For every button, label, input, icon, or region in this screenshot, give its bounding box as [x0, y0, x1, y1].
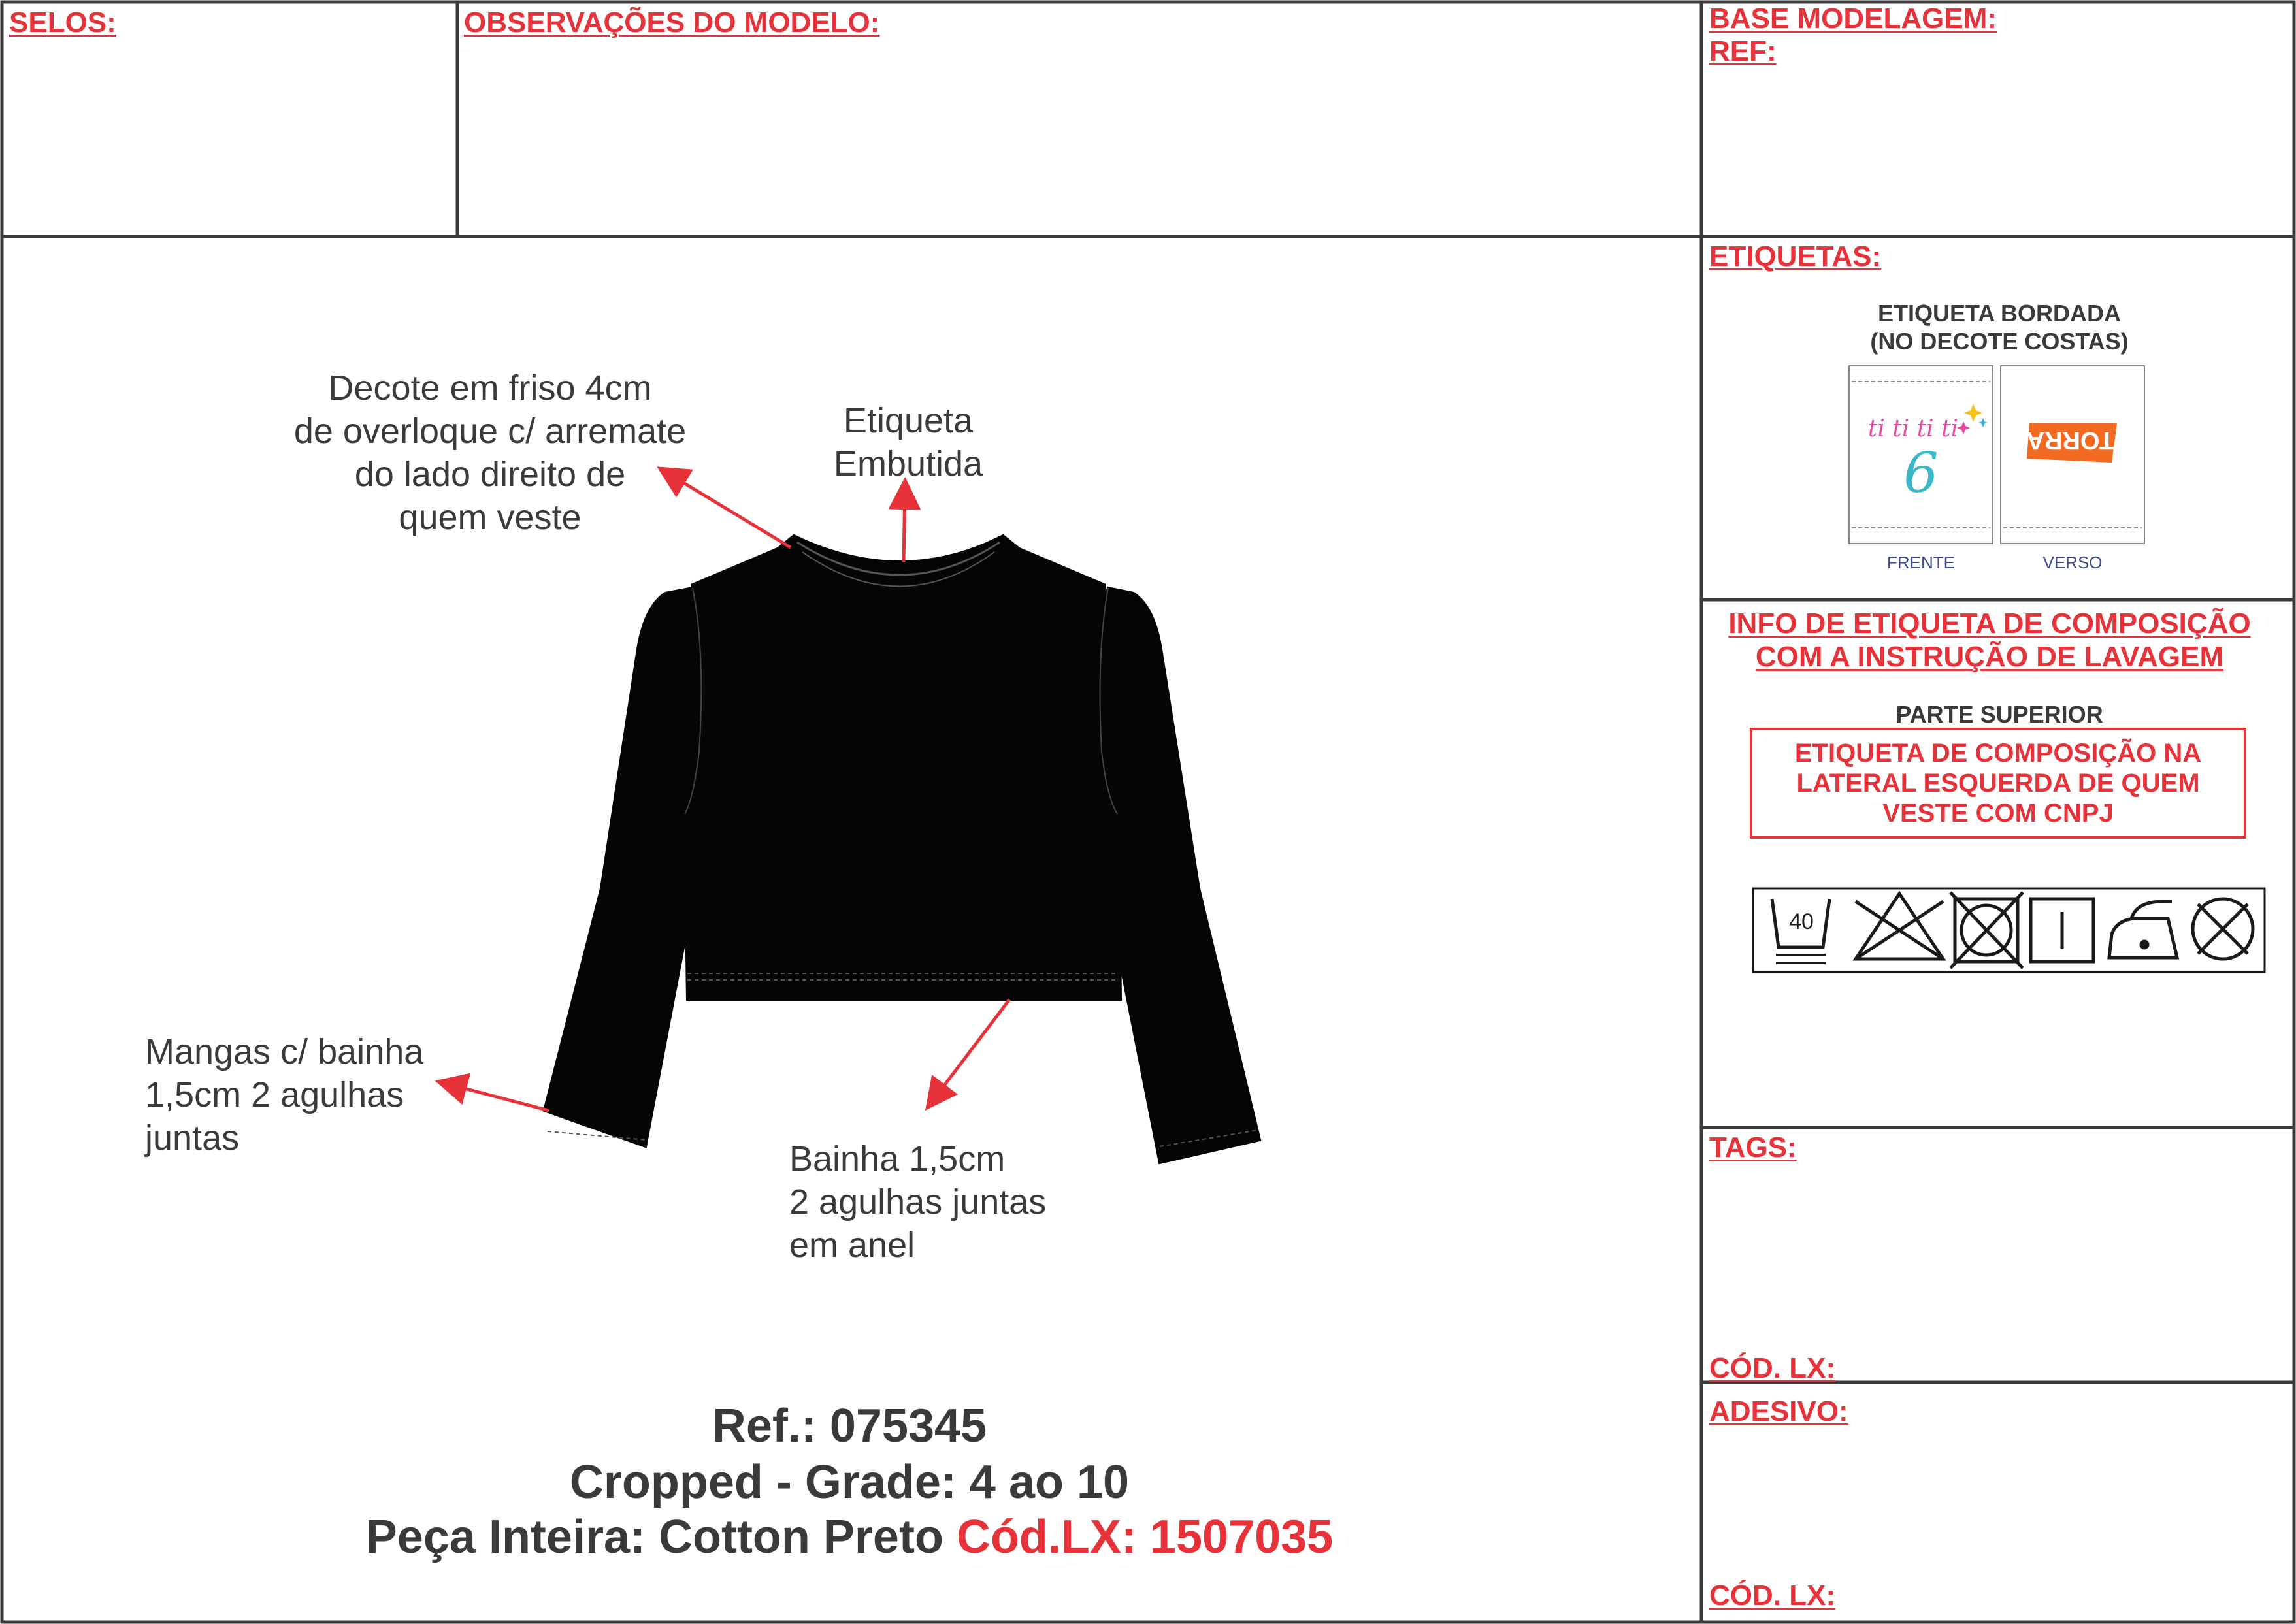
- etiquetas-label: ETIQUETAS:: [1709, 240, 1882, 272]
- composicao-title: INFO DE ETIQUETA DE COMPOSIÇÃO COM A INSTRUÇÃO DE LAVAGEM: [1728, 608, 2251, 673]
- do-not-dry-clean-icon: [2193, 899, 2253, 959]
- selos-label: SELOS:: [9, 7, 116, 39]
- observacoes-label: OBSERVAÇÕES DO MODELO:: [464, 7, 880, 39]
- arrow-mangas: [444, 1083, 549, 1111]
- tags-label: TAGS:: [1709, 1131, 1797, 1163]
- torra-text: TORRA: [2026, 427, 2114, 454]
- right-sleeve: [1108, 588, 1260, 1163]
- note-mangas: Mangas c/ bainha 1,5cm 2 agulhas juntas: [145, 1032, 424, 1158]
- iron-low-icon: [2109, 901, 2177, 958]
- do-not-tumble-dry-icon: [1950, 892, 2023, 968]
- base-modelagem-label: BASE MODELAGEM:: [1709, 3, 1997, 35]
- etiqueta-bordada-title: ETIQUETA BORDADA (NO DECOTE COSTAS): [1870, 300, 2129, 355]
- parte-superior-label: PARTE SUPERIOR: [1895, 701, 2103, 728]
- left-sleeve: [544, 588, 694, 1146]
- front-number: 6: [1903, 441, 1939, 505]
- front-brand-text: ti ti ti ti: [1867, 415, 1959, 442]
- product-material: [0, 1510, 1699, 1564]
- composition-box: ETIQUETA DE COMPOSIÇÃO NA LATERAL ESQUERDA DE QUEM VESTE COM CNPJ: [1750, 728, 2246, 839]
- material-text: Peça Inteira: Cotton Preto: [365, 1511, 943, 1563]
- do-not-bleach-icon: [1856, 894, 1943, 959]
- cod-lx-value: Cód.LX: 1507035: [956, 1511, 1334, 1563]
- ref-label: REF:: [1709, 35, 1777, 67]
- note-etiqueta: Etiqueta Embutida: [833, 401, 983, 483]
- note-decote: Decote em friso 4cm de overloque c/ arremate do lado direito de quem veste: [293, 368, 687, 537]
- care-symbols: [1753, 888, 2265, 972]
- product-ref: Ref.: 075345: [712, 1400, 987, 1452]
- arrow-etiqueta: [904, 487, 905, 562]
- line-dry-icon: [2031, 899, 2093, 962]
- wash-temp-text: 40: [1789, 909, 1814, 934]
- adesivo-label: ADESIVO:: [1709, 1395, 1848, 1427]
- verso-caption: VERSO: [2042, 553, 2103, 572]
- arrow-bainha: [931, 999, 1009, 1103]
- adesivo-cod-lx-label: CÓD. LX:: [1709, 1580, 1836, 1612]
- tags-cod-lx-label: CÓD. LX:: [1709, 1352, 1836, 1384]
- frente-caption: FRENTE: [1887, 553, 1955, 572]
- product-grade: Cropped - Grade: 4 ao 10: [569, 1456, 1130, 1508]
- note-bainha: Bainha 1,5cm 2 agulhas juntas em anel: [789, 1139, 1047, 1265]
- garment-drawing: [544, 536, 1260, 1163]
- garment-body: [685, 536, 1121, 999]
